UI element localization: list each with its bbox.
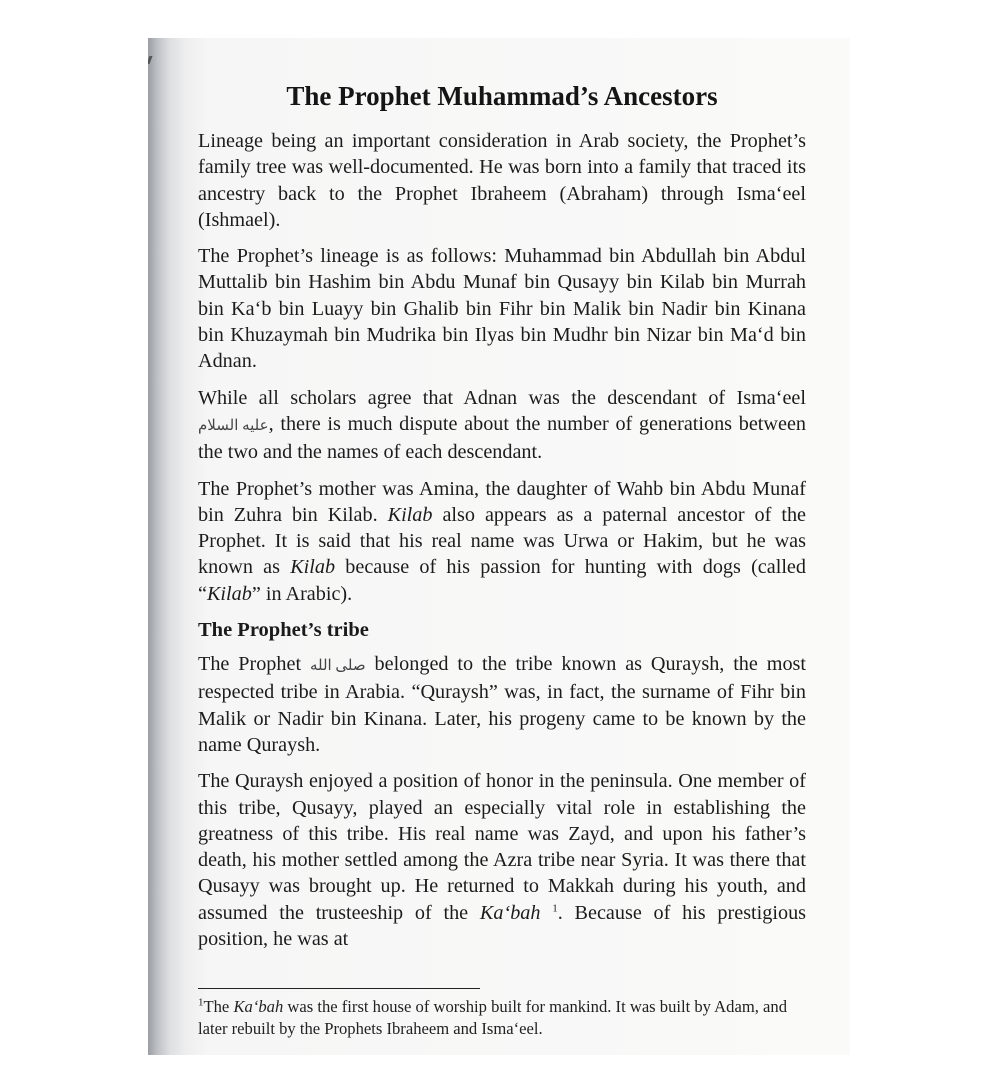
scan-mark — [148, 56, 152, 64]
term-kilab: Kilab — [206, 582, 252, 605]
term-kabah: Ka‘bah — [233, 997, 284, 1016]
paragraph-mother — [198, 476, 806, 607]
paragraph-mother-text-b: also appears as a paternal ancestor of the Prophet. It is said that his real name was Urwa or Hakim, but he was known as — [198, 503, 806, 579]
term-kabah: Ka‘bah — [479, 901, 541, 924]
paragraph-quraysh-text-b: . Because of his prestigious position, he was at — [198, 901, 807, 951]
footnote — [198, 996, 808, 1040]
paragraph-adnan-text-b: , there is much dispute about the number of generations between the two and the names of each descendant. — [198, 412, 806, 464]
paragraph-mother-text-c: because of his passion for hunting with dogs (called “ — [198, 556, 806, 605]
paragraph-quraysh-text-a: The Quraysh enjoyed a position of honor in the peninsula. One member of this tribe, Qusayy, played an especially vital role in establishing the greatness of this tribe. His real name was Zayd, and upon his father’s death, his mother settled among the Azra tribe near Syria. It was there that Qusayy was brought up. He returned to Makkah during his youth, and assumed the trusteeship of the — [198, 770, 806, 924]
footnote-number: 1 — [198, 996, 204, 1009]
book-page — [148, 38, 850, 1055]
section-heading: The Prophet’s tribe — [198, 619, 369, 642]
term-kilab: Kilab — [387, 503, 433, 526]
page-content — [198, 78, 806, 962]
footnote-divider — [198, 988, 480, 989]
paragraph-lineage-list: The Prophet’s lineage is as follows: Muhammad bin Abdullah bin Abdul Muttalib bin Hashim bin Abdu Munaf bin Qusayy bin Kilab bin Murrah bin Ka‘b bin Luayy bin Ghalib bin Fihr bin Malik bin Nadir bin Kinana bin Khuzaymah bin Mudrika bin Ilyas bin Mudhr bin Nizar bin Ma‘d bin Adnan. — [198, 245, 806, 373]
footnote-text-a: The — [203, 997, 230, 1016]
footnote-reference[interactable]: 1 — [552, 901, 558, 914]
page-title: The Prophet Muhammad’s Ancestors — [286, 81, 718, 111]
paragraph-tribe — [198, 651, 806, 758]
paragraph-lineage-intro: Lineage being an important consideration in Arab society, the Prophet’s family tree was well-documented. He was born into a family that traced its ancestry back to the Prophet Ibraheem (Abraham) through Isma‘eel (Ishmael). — [198, 130, 806, 231]
paragraph-tribe-text-b: belonged to the tribe known as Quraysh, the most respected tribe in Arabia. “Quraysh” was, in fact, the surname of Fihr bin Malik or Nadir bin Kinana. Later, his progeny came to be known by the name Quraysh. — [198, 653, 807, 756]
paragraph-adnan-text-a: While all scholars agree that Adnan was the descendant of Isma‘eel — [198, 386, 806, 409]
footnote-text-b: was the first house of worship built for mankind. It was built by Adam, and later rebuilt by the Prophets Ibraheem and Isma‘eel. — [198, 997, 787, 1038]
salla-allah-icon: صلى الله — [309, 658, 366, 675]
alayhis-salam-icon: عليه السلام — [198, 417, 269, 434]
paragraph-tribe-text-a: The Prophet — [198, 653, 302, 676]
paragraph-mother-text-a: The Prophet’s mother was Amina, the daughter of Wahb bin Abdu Munaf bin Zuhra bin Kilab. — [198, 477, 806, 526]
paragraph-quraysh — [198, 768, 806, 952]
paragraph-adnan — [198, 385, 806, 466]
term-kilab: Kilab — [290, 556, 336, 579]
paragraph-mother-text-d: ” in Arabic). — [251, 582, 353, 605]
